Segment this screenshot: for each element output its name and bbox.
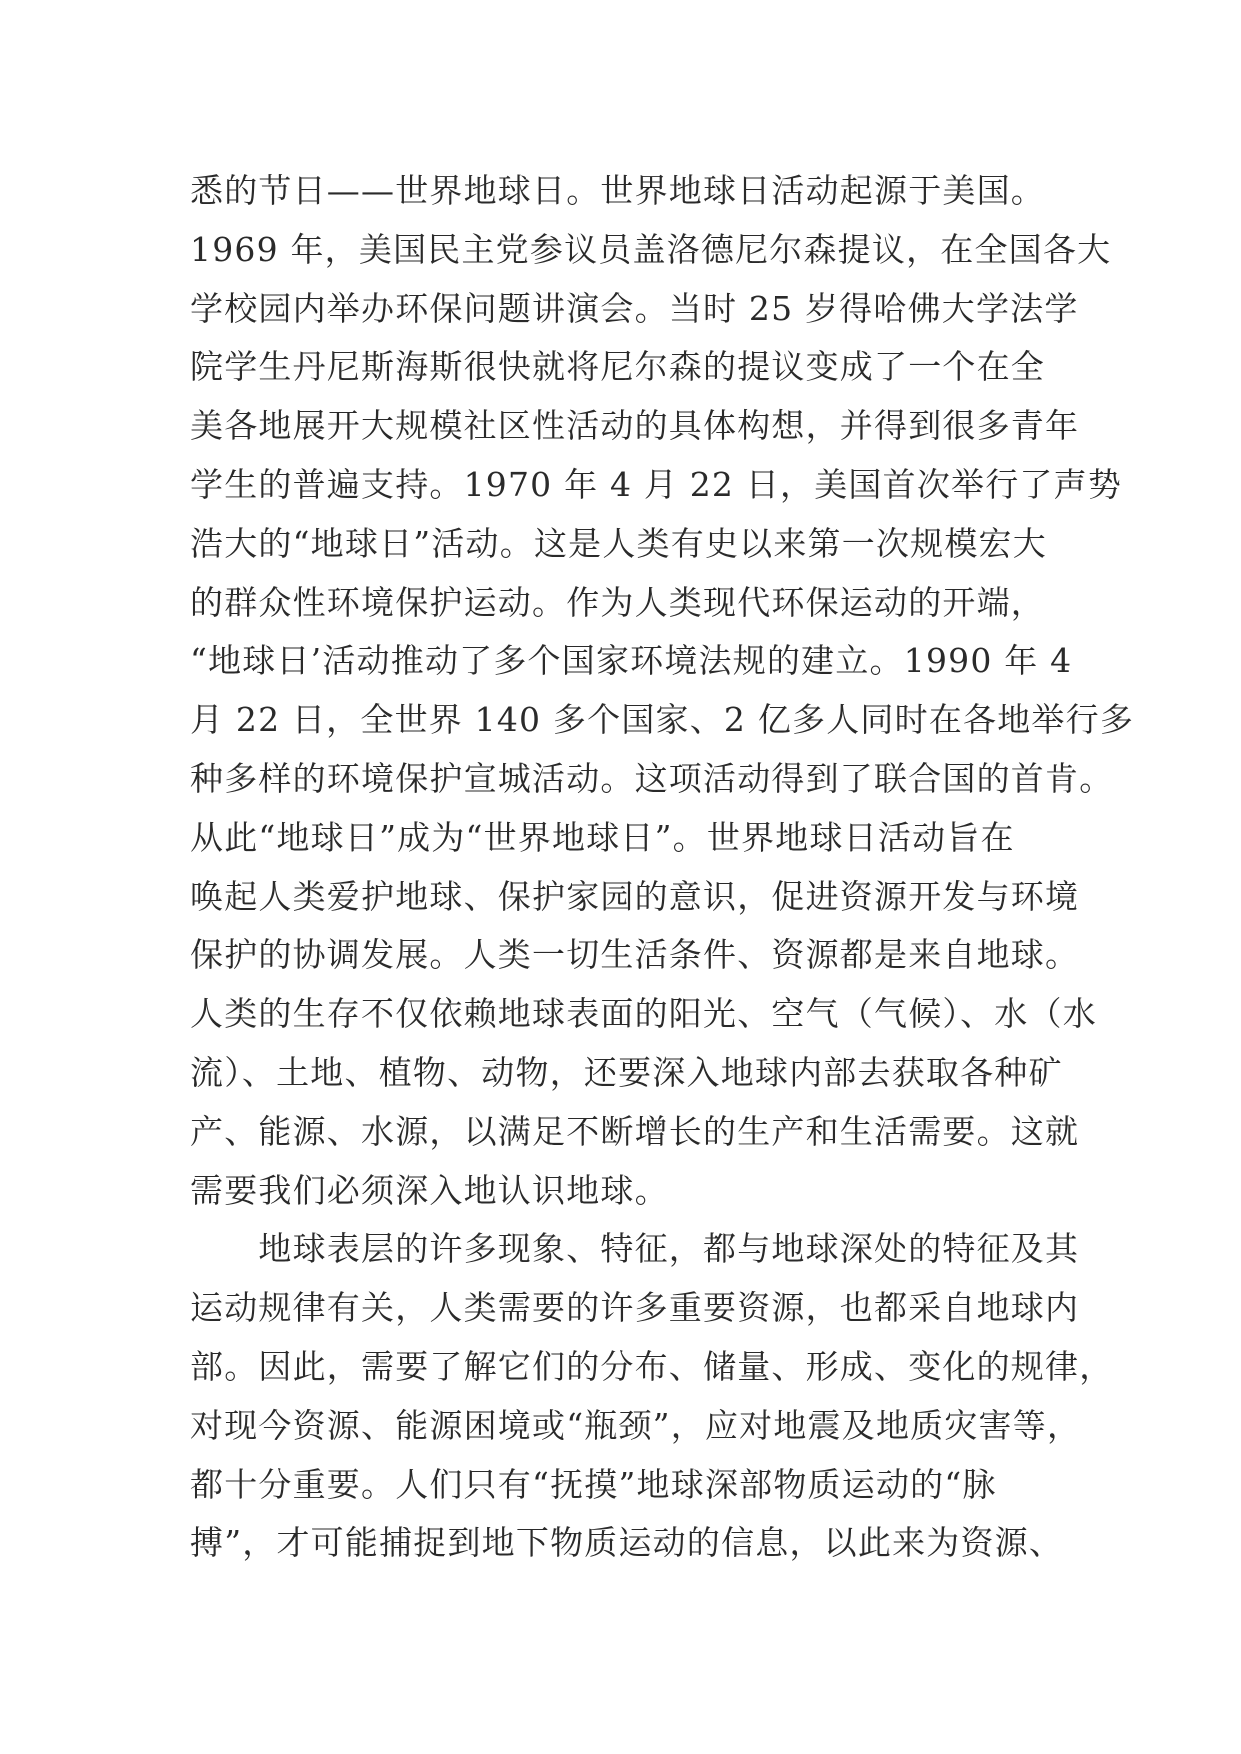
text-line: 产、能源、水源，以满足不断增长的生产和生活需要。这就: [190, 1111, 1080, 1151]
text-line: 唤起人类爱护地球、保护家园的意识，促进资源开发与环境: [190, 876, 1080, 916]
text-line: 月 22 日，全世界 140 多个国家、2 亿多人同时在各地举行多: [190, 700, 1135, 740]
text-line: 学生的普遍支持。1970 年 4 月 22 日，美国首次举行了声势: [190, 464, 1123, 504]
text-line: 从此“地球日”成为“世界地球日”。世界地球日活动旨在: [190, 817, 1015, 857]
text-line: 学校园内举办环保问题讲演会。当时 25 岁得哈佛大学法学: [190, 288, 1079, 328]
text-line: 运动规律有关，人类需要的许多重要资源，也都采自地球内: [190, 1288, 1080, 1328]
text-line: 种多样的环境保护宣城活动。这项活动得到了联合国的首肯。: [190, 758, 1114, 798]
text-line: 美各地展开大规模社区性活动的具体构想，并得到很多青年: [190, 406, 1080, 446]
text-line: 院学生丹尼斯海斯很快就将尼尔森的提议变成了一个在全: [190, 347, 1045, 387]
text-line: 部。因此，需要了解它们的分布、储量、形成、变化的规律，: [190, 1346, 1114, 1386]
text-line: 流）、土地、植物、动物，还要深入地球内部去获取各种矿: [190, 1052, 1063, 1092]
text-line: 的群众性环境保护运动。作为人类现代环保运动的开端，: [190, 582, 1045, 622]
paragraph-2: [190, 1220, 1114, 1573]
text-line: 保护的协调发展。人类一切生活条件、资源都是来自地球。: [190, 935, 1080, 975]
body-text: [190, 162, 1135, 1573]
text-line: “地球日’活动推动了多个国家环境法规的建立。1990 年 4: [190, 641, 1073, 681]
text-line: 需要我们必须深入地认识地球。: [190, 1170, 669, 1210]
text-line: 地球表层的许多现象、特征，都与地球深处的特征及其: [190, 1229, 1080, 1269]
text-line: 对现今资源、能源困境或“瓶颈”，应对地震及地质灾害等，: [190, 1405, 1082, 1445]
text-line: 悉的节日——世界地球日。世界地球日活动起源于美国。: [190, 171, 1045, 210]
text-line: 都十分重要。人们只有“抚摸”地球深部物质运动的“脉: [190, 1464, 997, 1504]
text-line: 浩大的“地球日”活动。这是人类有史以来第一次规模宏大: [190, 523, 1047, 563]
text-line: 1969 年，美国民主党参议员盖洛德尼尔森提议，在全国各大: [190, 229, 1112, 269]
text-line: 人类的生存不仅依赖地球表面的阳光、空气（气候）、水（水: [190, 994, 1097, 1034]
paragraph-1: [190, 162, 1135, 1220]
text-line: 搏”，才可能捕捉到地下物质运动的信息，以此来为资源、: [190, 1523, 1064, 1563]
